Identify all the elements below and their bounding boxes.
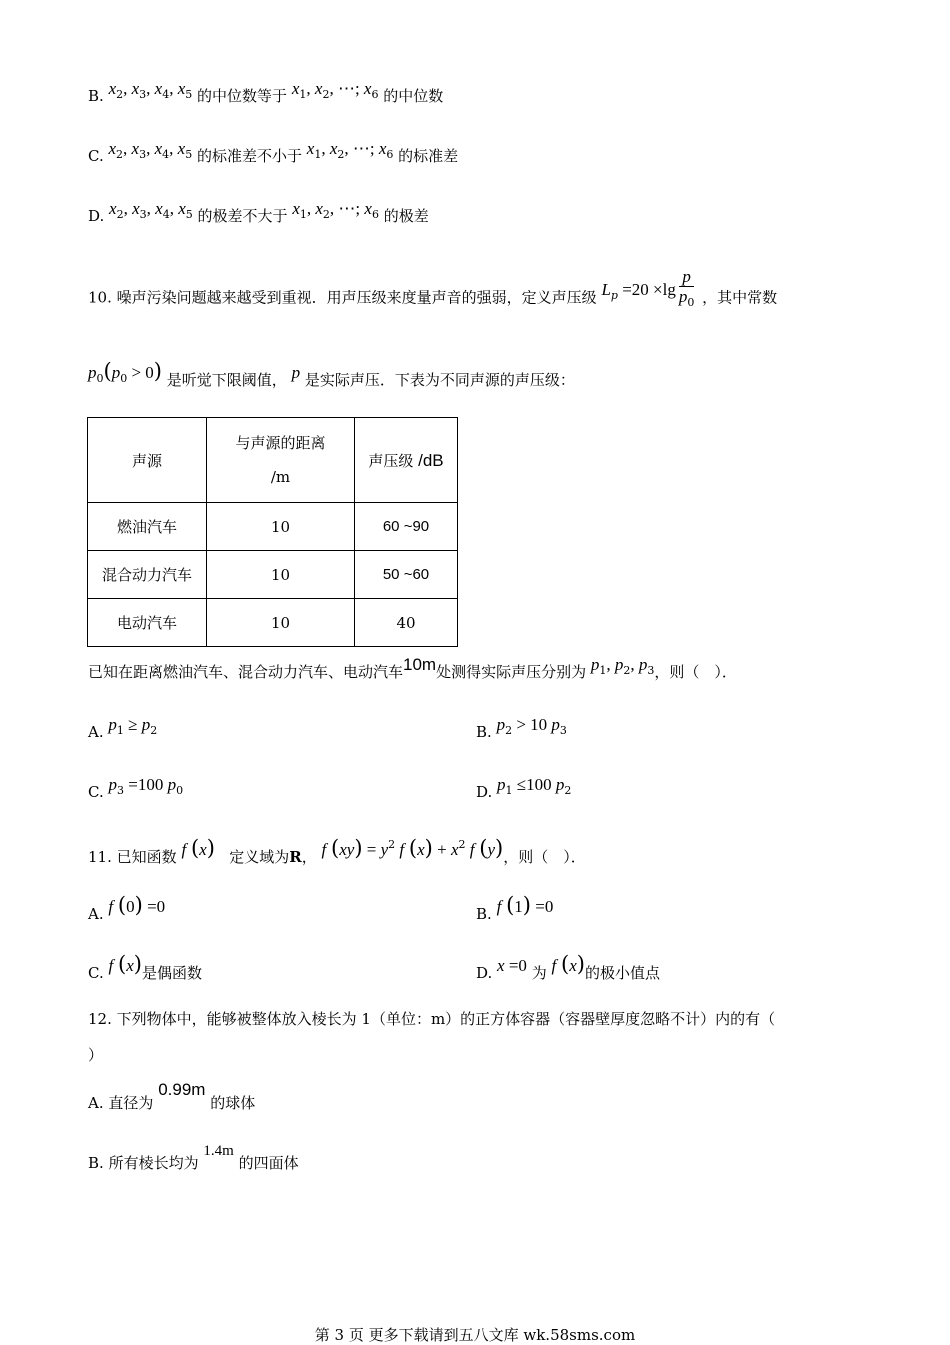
q10-option-a: A. $p_1 \ge p_2$ bbox=[88, 715, 158, 741]
table-cell: 50 ~60 bbox=[355, 551, 458, 599]
set-x1-x6: $x_1$, $x_2$, ⋯; $x_6$ bbox=[306, 139, 394, 161]
functional-equation: f $(xy) = y^2$ f $(x) + x^2$ f (y) bbox=[321, 836, 504, 860]
function-f-x: f (x) bbox=[551, 952, 585, 976]
q9-option-c: C. $x_2$, $x_3$, $x_4$, $x_5$ 的标准差不小于 $x_1$, $x_2$, ⋯; $x_6$ 的标准差 bbox=[88, 139, 459, 165]
option-expression: $p_3 =100$ $p_0$ bbox=[108, 775, 184, 797]
sound-level-table bbox=[87, 417, 458, 647]
table-header-row bbox=[88, 418, 458, 503]
page-footer: 第 3 页 更多下载请到五八文库 wk.58sms.com bbox=[314, 1326, 636, 1344]
q12-option-a: A. 直径为 0.99m 的球体 bbox=[88, 1080, 256, 1112]
option-expression: f (x) bbox=[108, 952, 142, 976]
q10-known-line: 已知在距离燃油汽车、混合动力汽车、电动汽车10m处测得实际声压分别为 $p_1$, $p_2$, $p_3$，则（ ）． bbox=[88, 655, 737, 681]
q10-option-b: B. $p_2 > 10$ $p_3$ bbox=[476, 715, 567, 741]
sound-pressure-formula: $L_p =20 \times\lg$ $\frac{p}{p_0}$ bbox=[601, 267, 695, 309]
set-x1-x6: $x_1$, $x_2$, ⋯; $x_6$ bbox=[292, 199, 379, 221]
p1-p2-p3: $p_1$, $p_2$, $p_3$ bbox=[590, 655, 655, 677]
table-cell: 60 ~90 bbox=[355, 503, 458, 551]
option-expression: $p_2 > 10$ $p_3$ bbox=[496, 715, 567, 737]
table-header-cell: 声压级 /dB bbox=[355, 418, 458, 503]
q10-stem-line1: 10. 噪声污染问题越来越受到重视．用声压级来度量声音的强弱，定义声压级 $L_p =20 \times\lg$ $\frac{p}{p_0}$ ，其中常数 bbox=[88, 267, 778, 309]
option-expression: x =0 bbox=[497, 956, 527, 975]
p0-condition: $p_0(p_0 > 0)$ bbox=[88, 359, 162, 385]
table-cell: 10 bbox=[207, 503, 355, 551]
option-expression: f (0) =0 bbox=[108, 893, 166, 917]
q10-stem-line2: $p_0(p_0 > 0)$ 是听觉下限阈值， p 是实际声压．下表为不同声源的声压级： bbox=[88, 359, 575, 389]
table-cell: 10 bbox=[207, 599, 355, 647]
q12-option-b: B. 所有棱长均为 1.4m 的四面体 bbox=[88, 1143, 299, 1172]
option-expression: f (1) =0 bbox=[496, 893, 554, 917]
option-expression: $p_1 \ge p_2$ bbox=[108, 715, 158, 737]
p-symbol: p bbox=[291, 363, 301, 382]
set-x2-x5: $x_2$, $x_3$, $x_4$, $x_5$ bbox=[108, 139, 193, 161]
q10-option-d: D. $p_1 \le 100$ $p_2$ bbox=[476, 775, 572, 801]
q11-option-d: D. x =0 为 f (x)的极小值点 bbox=[476, 952, 660, 982]
table-header-cell: 与声源的距离 /m bbox=[207, 418, 355, 503]
set-x1-x6: $x_1$, $x_2$, ⋯; $x_6$ bbox=[291, 79, 379, 101]
table-row bbox=[88, 551, 458, 599]
table-row bbox=[88, 599, 458, 647]
table-cell: 40 bbox=[355, 599, 458, 647]
option-expression: $p_1 \le 100$ $p_2$ bbox=[497, 775, 572, 797]
q10-option-c: C. $p_3 =100$ $p_0$ bbox=[88, 775, 184, 801]
q11-stem: 11. 已知函数 f (x) 定义域为R， f $(xy) = y^2$ f $(x) + x^2$ f (y)，则（ ）． bbox=[88, 836, 586, 866]
set-x2-x5: $x_2$, $x_3$, $x_4$, $x_5$ bbox=[108, 79, 193, 101]
q9-option-b: B. $x_2$, $x_3$, $x_4$, $x_5$ 的中位数等于 $x_1$, $x_2$, ⋯; $x_6$ 的中位数 bbox=[88, 79, 444, 105]
q11-option-b: B. f (1) =0 bbox=[476, 893, 554, 923]
table-row bbox=[88, 503, 458, 551]
q12-stem-end: ） bbox=[88, 1046, 104, 1064]
q12-stem: 12. 下列物体中，能够被整体放入棱长为 1（单位：m）的正方体容器（容器壁厚度忽略不计）内的有（ bbox=[88, 1010, 776, 1028]
set-x2-x5: $x_2$, $x_3$, $x_4$, $x_5$ bbox=[109, 199, 193, 221]
q9-option-d: D. $x_2$, $x_3$, $x_4$, $x_5$ 的极差不大于 $x_1$, $x_2$, ⋯; $x_6$ 的极差 bbox=[88, 199, 429, 225]
q11-option-c: C. f (x)是偶函数 bbox=[88, 952, 202, 982]
table-cell: 10 bbox=[207, 551, 355, 599]
table-cell: 电动汽车 bbox=[88, 599, 207, 647]
table-header-cell: 声源 bbox=[88, 418, 207, 503]
q11-option-a: A. f (0) =0 bbox=[88, 893, 166, 923]
table-cell: 燃油汽车 bbox=[88, 503, 207, 551]
function-f-x: f (x) bbox=[181, 836, 215, 860]
table-cell: 混合动力汽车 bbox=[88, 551, 207, 599]
